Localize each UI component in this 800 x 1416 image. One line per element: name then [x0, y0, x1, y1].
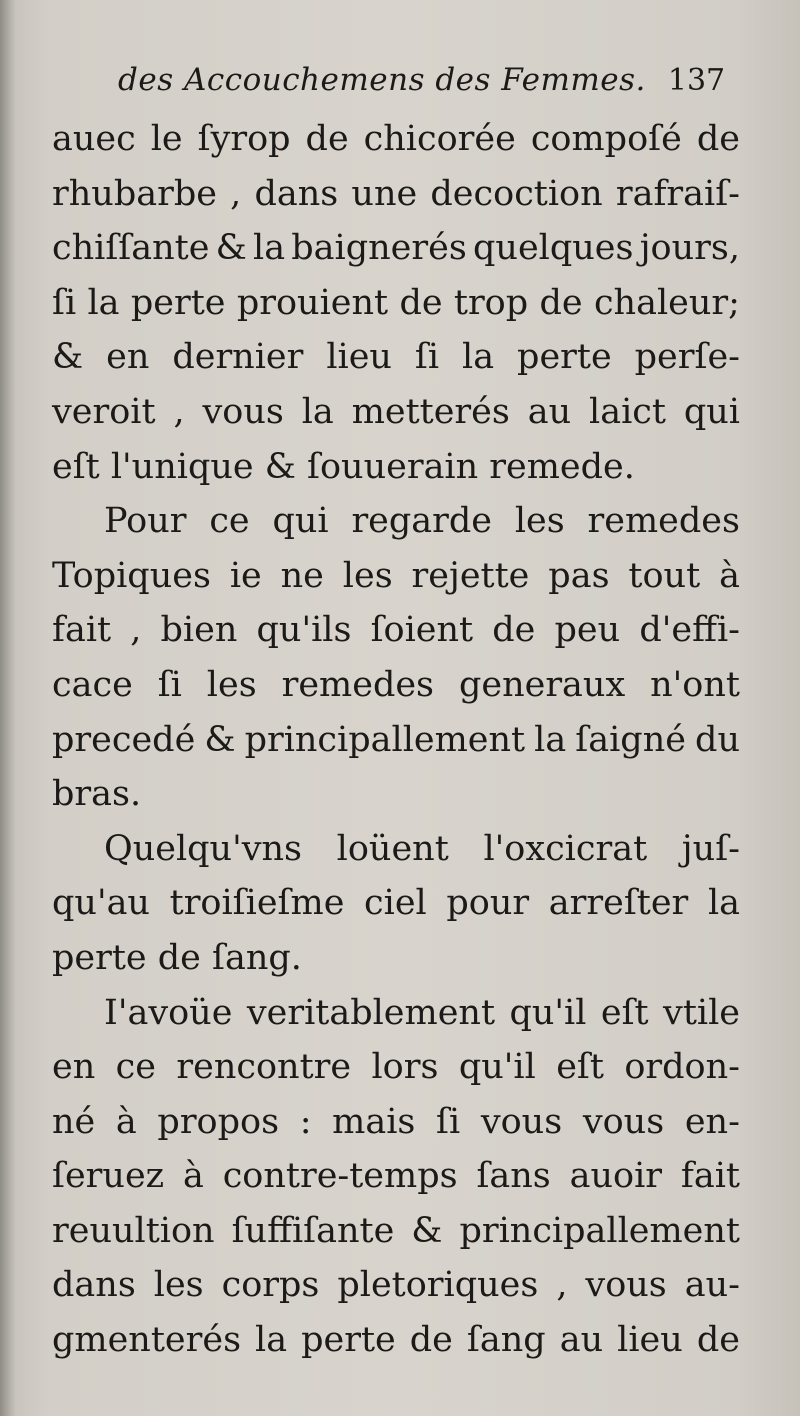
text-word: principallement	[459, 1210, 740, 1251]
text-word: Pour	[104, 501, 187, 542]
text-line	[52, 549, 740, 604]
text-word: qu'il	[458, 1047, 536, 1088]
text-line: eſt l'unique & ſouuerain remede.	[52, 446, 635, 487]
text-word: baignerés	[291, 228, 467, 269]
text-word: bien	[160, 610, 238, 651]
text-word: jours,	[639, 228, 740, 269]
text-word: mais	[332, 1101, 416, 1142]
text-word: la	[301, 391, 334, 432]
text-word: la	[462, 337, 495, 378]
text-word: arreſter	[548, 883, 689, 924]
text-line	[52, 876, 740, 931]
text-word: perſe-	[634, 337, 740, 378]
text-word: les	[514, 501, 565, 542]
text-word: la	[534, 719, 567, 760]
text-word: ſang	[466, 1320, 546, 1361]
text-word: ſuffiſante	[231, 1210, 395, 1251]
text-word: ſi	[414, 337, 440, 378]
text-word: dernier	[172, 337, 304, 378]
text-word: ne	[280, 555, 324, 596]
text-line: bras.	[52, 774, 142, 815]
text-word: quelques	[473, 228, 634, 269]
text-word: de	[696, 119, 740, 159]
text-word: ,	[556, 1265, 568, 1306]
text-word: metterés	[351, 391, 510, 432]
text-word: &	[52, 337, 84, 378]
text-word: vous	[582, 1101, 665, 1142]
text-word: Quelqu'vns	[104, 828, 302, 869]
text-word: ce	[209, 501, 250, 542]
text-word: ce	[115, 1047, 156, 1088]
text-word: peu	[554, 610, 621, 651]
text-word: dans	[254, 173, 339, 214]
text-word: chiſſante	[52, 228, 210, 269]
text-word: tout	[628, 555, 701, 596]
text-word: regarde	[351, 501, 493, 542]
text-line	[52, 494, 740, 549]
text-word: &	[411, 1210, 443, 1251]
text-word: n'ont	[650, 664, 740, 705]
text-word: la	[87, 282, 120, 323]
text-word: vtile	[663, 992, 740, 1033]
text-word: la	[253, 228, 286, 269]
text-word: remedes	[587, 501, 740, 542]
text-word: au	[559, 1320, 604, 1361]
text-word: eſt	[556, 1047, 604, 1088]
text-word: l'oxcicrat	[483, 828, 648, 869]
text-word: lieu	[617, 1320, 683, 1361]
text-word: dans	[52, 1265, 136, 1306]
text-word: loüent	[336, 828, 449, 869]
text-line	[52, 1204, 740, 1259]
text-word: eſt	[600, 992, 649, 1033]
text-word: ſi	[436, 1101, 461, 1142]
text-word: ſyrop	[197, 119, 291, 159]
text-word: corps	[221, 1265, 320, 1306]
text-word: les	[206, 664, 257, 705]
text-word: fait	[52, 610, 112, 651]
text-line	[52, 713, 740, 768]
text-line	[52, 330, 740, 385]
text-word: ,	[130, 610, 142, 651]
text-word: pas	[548, 555, 610, 596]
text-word: ſi	[52, 282, 77, 323]
text-word: qu'ils	[256, 610, 352, 651]
text-word: cace	[52, 664, 133, 705]
text-word: en	[52, 1047, 96, 1088]
text-word: de	[409, 1320, 453, 1361]
text-word: en-	[684, 1101, 740, 1142]
text-word: à	[115, 1101, 137, 1142]
text-word: le	[150, 119, 183, 159]
body-text	[52, 112, 740, 1368]
text-word: de	[696, 1320, 740, 1361]
text-word: au-	[684, 1265, 740, 1306]
text-word: une	[351, 173, 418, 214]
text-word: ſi	[157, 664, 182, 705]
text-word: veritablement	[246, 992, 496, 1033]
text-line	[52, 221, 740, 276]
text-word: ſoient	[370, 610, 474, 651]
text-line	[52, 658, 740, 713]
text-word: propos	[157, 1101, 280, 1142]
page-header	[118, 62, 748, 112]
text-word: lieu	[326, 337, 392, 378]
text-line	[52, 1258, 740, 1313]
text-word: perte	[301, 1320, 396, 1361]
text-line	[52, 112, 740, 167]
text-word: decoction	[430, 173, 603, 214]
text-word: juſ-	[681, 828, 740, 869]
text-word: reuultion	[52, 1210, 215, 1251]
text-word: &	[204, 719, 236, 760]
text-word: precedé	[52, 719, 196, 760]
text-word: du	[695, 719, 740, 760]
text-word: principallement	[244, 719, 526, 760]
text-word: chaleur;	[593, 282, 740, 323]
text-word: les	[342, 555, 393, 596]
text-word: &	[215, 228, 247, 269]
text-word: qui	[272, 501, 329, 542]
text-line	[52, 1095, 740, 1150]
text-word: à	[182, 1156, 204, 1197]
text-line	[52, 385, 740, 440]
text-line	[52, 822, 740, 877]
text-word: de	[399, 282, 443, 323]
text-word: :	[299, 1101, 312, 1142]
text-word: en	[106, 337, 150, 378]
text-word: ,	[230, 173, 242, 214]
text-word: compoſé	[530, 119, 682, 159]
text-word: perte	[130, 282, 226, 323]
text-line: perte de ſang.	[52, 937, 302, 978]
text-word: qui	[683, 391, 740, 432]
text-word: d'effi-	[639, 610, 740, 651]
text-word: contre-temps	[222, 1156, 458, 1197]
page-gutter-shadow	[0, 0, 16, 1416]
text-word: ie	[229, 555, 262, 596]
text-word: auec	[52, 119, 136, 159]
text-word: ſans	[476, 1156, 551, 1197]
running-title: des Accouchemens des Femmes.	[118, 62, 646, 98]
text-line	[52, 986, 740, 1041]
text-word: à	[719, 555, 740, 596]
text-word: ciel	[364, 883, 427, 924]
text-word: qu'il	[509, 992, 587, 1033]
text-word: veroit	[52, 391, 156, 432]
text-line	[52, 1149, 740, 1204]
text-word: laict	[589, 391, 666, 432]
text-word: I'avoüe	[104, 992, 233, 1033]
text-word: pletoriques	[337, 1265, 539, 1306]
text-word: remedes	[281, 664, 435, 705]
text-word: troiſieſme	[169, 883, 345, 924]
text-word: de	[305, 119, 349, 159]
text-word: ordon-	[624, 1047, 740, 1088]
text-word: ,	[173, 391, 185, 432]
text-word: de	[539, 282, 583, 323]
text-word: rhubarbe	[52, 173, 217, 214]
text-word: né	[52, 1101, 96, 1142]
text-word: ſaigné	[575, 719, 686, 760]
text-word: au	[527, 391, 572, 432]
text-line	[52, 167, 740, 222]
text-word: perte	[517, 337, 612, 378]
text-word: pour	[446, 883, 530, 924]
text-word: rencontre	[176, 1047, 352, 1088]
text-word: ſeruez	[52, 1156, 165, 1197]
text-word: auoir	[569, 1156, 663, 1197]
text-word: la	[255, 1320, 288, 1361]
text-line	[52, 603, 740, 658]
text-word: rejette	[411, 555, 530, 596]
text-line	[52, 276, 740, 331]
text-word: les	[153, 1265, 204, 1306]
text-word: de	[492, 610, 536, 651]
text-word: trop	[453, 282, 529, 323]
text-word: Topiques	[52, 555, 211, 596]
text-word: qu'au	[52, 883, 150, 924]
page-number: 137	[667, 63, 726, 98]
text-word: vous	[480, 1101, 563, 1142]
text-word: generaux	[458, 664, 626, 705]
text-word: vous	[585, 1265, 667, 1306]
text-word: vous	[202, 391, 284, 432]
text-word: gmenterés	[52, 1320, 242, 1361]
text-word: lors	[371, 1047, 439, 1088]
text-word: rafraiſ-	[615, 173, 740, 214]
text-word: fait	[680, 1156, 740, 1197]
text-line	[52, 1040, 740, 1095]
text-word: prouient	[236, 282, 389, 323]
text-word: chicorée	[363, 119, 516, 159]
text-word: la	[707, 883, 740, 924]
text-line	[52, 1313, 740, 1368]
